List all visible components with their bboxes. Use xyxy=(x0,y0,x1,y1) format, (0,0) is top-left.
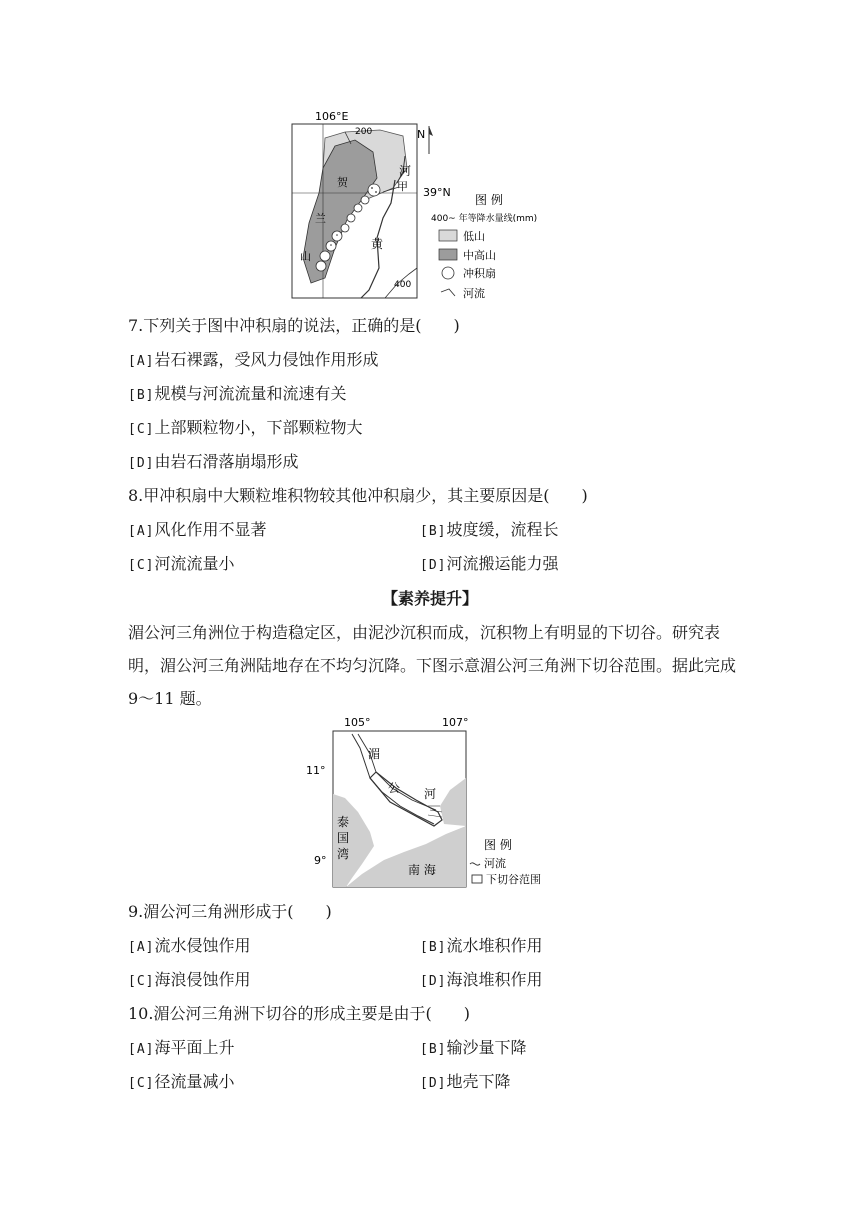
map2-lon1: 105° xyxy=(344,716,371,729)
q9-option-d-text: 海浪堆积作用 xyxy=(446,970,543,989)
q8-stem: 8.甲冲积扇中大颗粒堆积物较其他冲积扇少，其主要原因是( ) xyxy=(128,486,588,505)
q8-option-d-tag: [D] xyxy=(420,558,447,573)
q10-option-a[interactable] xyxy=(128,1038,235,1060)
q8-option-a[interactable] xyxy=(128,520,267,542)
q10-stem: 10.湄公河三角洲下切谷的形成主要是由于( ) xyxy=(128,1004,470,1023)
q10-option-b-tag: [B] xyxy=(420,1042,447,1057)
gulf-char-2: 国 xyxy=(337,831,350,845)
q7-option-c[interactable] xyxy=(128,418,363,440)
q8-option-d[interactable] xyxy=(420,554,559,576)
q7-option-a-tag: [A] xyxy=(128,354,155,369)
helan-char-1: 贺 xyxy=(337,176,348,189)
q10-option-d-text: 地壳下降 xyxy=(446,1072,511,1091)
q7-option-c-text: 上部颗粒物小，下部颗粒物大 xyxy=(154,418,363,437)
q9-option-c-text: 海浪侵蚀作用 xyxy=(154,970,251,989)
q10-option-c-tag: [C] xyxy=(128,1076,155,1091)
lat-label: 39°N xyxy=(423,186,451,199)
q10-option-a-tag: [A] xyxy=(128,1042,155,1057)
q9-option-a[interactable] xyxy=(128,936,251,958)
q9-option-c[interactable] xyxy=(128,970,251,992)
q9-stem: 9.湄公河三角洲形成于( ) xyxy=(128,902,332,921)
q10-option-c-text: 径流量减小 xyxy=(154,1072,235,1091)
map-helan-mountains xyxy=(285,108,538,304)
q8-option-a-tag: [A] xyxy=(128,524,155,539)
river-mei: 湄 xyxy=(368,747,381,761)
map1-legend-title: 图 例 xyxy=(475,193,503,207)
legend-mid-high-mountain: 中高山 xyxy=(463,249,496,262)
q8-option-c[interactable] xyxy=(128,554,235,576)
q7-option-d-tag: [D] xyxy=(128,456,155,471)
q9-option-c-tag: [C] xyxy=(128,974,155,989)
map2-legend-river: 河流 xyxy=(484,857,506,870)
q7-option-b-tag: [B] xyxy=(128,388,155,403)
q8-option-b-tag: [B] xyxy=(420,524,447,539)
place-jia: 甲 xyxy=(397,180,408,193)
q10-option-b-text: 输沙量下降 xyxy=(446,1038,527,1057)
gulf-char-1: 泰 xyxy=(337,815,350,829)
gulf-char-3: 湾 xyxy=(337,847,350,861)
q10-option-d-tag: [D] xyxy=(420,1076,447,1091)
q7-option-a[interactable] xyxy=(128,350,379,372)
q8-option-c-text: 河流流量小 xyxy=(154,554,235,573)
q8-option-a-text: 风化作用不显著 xyxy=(154,520,267,539)
lat-11: 11° xyxy=(306,764,326,777)
map2-legend-valley: 下切谷范围 xyxy=(486,873,541,886)
q7-option-d[interactable] xyxy=(128,452,299,474)
q7-option-b-text: 规模与河流流量和流速有关 xyxy=(154,384,347,403)
legend-low-mountain: 低山 xyxy=(463,230,485,243)
legend-river: 河流 xyxy=(463,287,485,300)
map-mekong-delta xyxy=(300,714,560,892)
q10-option-c[interactable] xyxy=(128,1072,235,1094)
contour-400-label: 400 xyxy=(394,280,412,290)
map1-lon-label: 106°E xyxy=(315,110,349,123)
q7-option-a-text: 岩石裸露，受风力侵蚀作用形成 xyxy=(154,350,379,369)
q8-option-d-text: 河流搬运能力强 xyxy=(446,554,559,573)
q8-option-b-text: 坡度缓，流程长 xyxy=(446,520,559,539)
legend-isohyet: 400~ 年等降水量线(mm) xyxy=(431,214,538,224)
river-huang-char: 黄 xyxy=(371,237,384,251)
intro-paragraph: 湄公河三角洲位于构造稳定区，由泥沙沉积而成，沉积物上有明显的下切谷。研究表明，湄公河三角洲陆地存在不均匀沉降。下图示意湄公河三角洲下切谷范围。据此完成 9～11 题。 xyxy=(128,623,737,708)
contour-200-label: 200 xyxy=(355,127,373,137)
river-he: 河 xyxy=(424,787,437,801)
q9-option-b-tag: [B] xyxy=(420,940,447,955)
map2-legend-title: 图 例 xyxy=(484,838,512,852)
south-china-sea-label: 南 海 xyxy=(408,863,436,877)
north-label: N xyxy=(417,128,426,141)
helan-char-2: 兰 xyxy=(315,212,326,225)
q10-option-b[interactable] xyxy=(420,1038,527,1060)
q7-option-d-text: 由岩石滑落崩塌形成 xyxy=(154,452,299,471)
river-gong: 公 xyxy=(388,781,401,795)
q7-stem: 7.下列关于图中冲积扇的说法，正确的是( ) xyxy=(128,316,460,335)
q10-option-d[interactable] xyxy=(420,1072,511,1094)
q8-option-c-tag: [C] xyxy=(128,558,155,573)
q9-option-a-text: 流水侵蚀作用 xyxy=(154,936,251,955)
section-title: 【素养提升】 xyxy=(381,589,478,608)
river-he-char: 河 xyxy=(399,164,412,178)
q7-option-c-tag: [C] xyxy=(128,422,155,437)
helan-char-3: 山 xyxy=(300,250,311,263)
q10-option-a-text: 海平面上升 xyxy=(154,1038,235,1057)
map2-lon2: 107° xyxy=(442,716,469,729)
legend-alluvial-fan: 冲积扇 xyxy=(463,267,496,280)
q9-option-d[interactable] xyxy=(420,970,543,992)
q8-option-b[interactable] xyxy=(420,520,559,542)
lat-9: 9° xyxy=(314,854,327,867)
q9-option-d-tag: [D] xyxy=(420,974,447,989)
q7-option-b[interactable] xyxy=(128,384,347,406)
q9-option-b-text: 流水堆积作用 xyxy=(446,936,543,955)
q9-option-a-tag: [A] xyxy=(128,940,155,955)
q9-option-b[interactable] xyxy=(420,936,543,958)
